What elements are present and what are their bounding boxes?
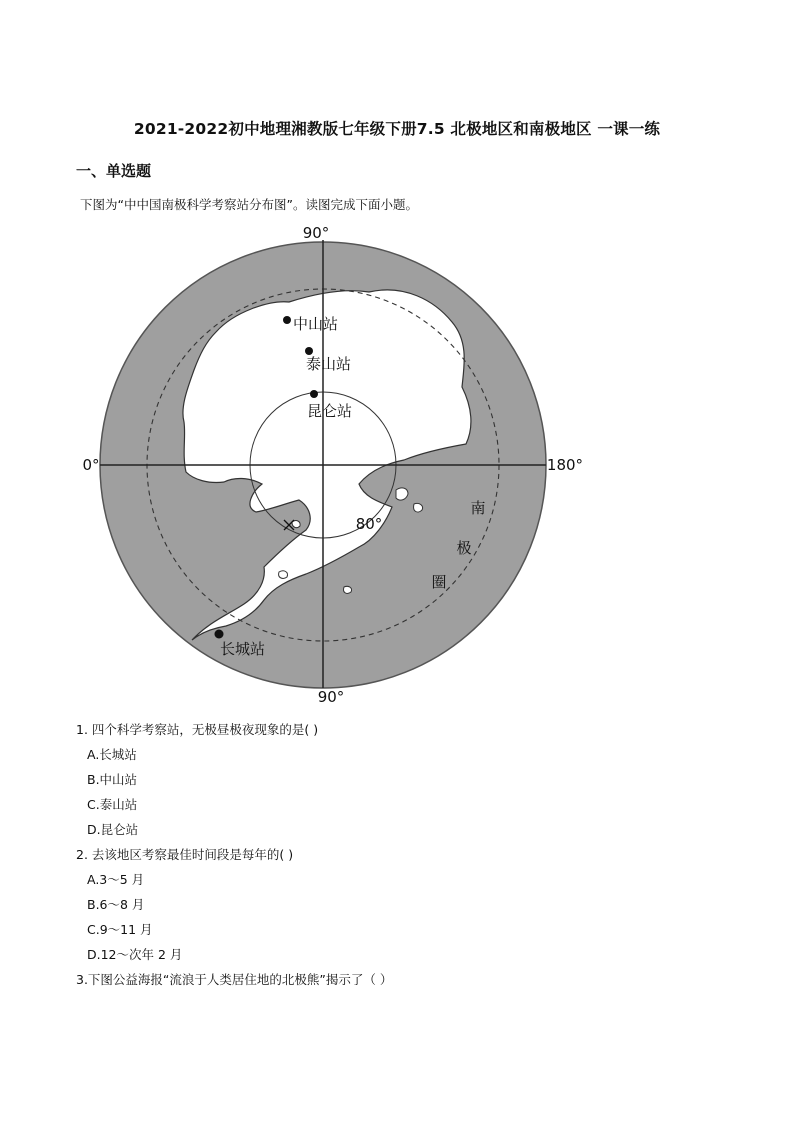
label-0: 0° <box>82 456 100 474</box>
circle-label-2: 极 <box>456 539 472 557</box>
question-1-option-d[interactable]: D.昆仑站 <box>87 822 139 837</box>
changcheng-station-dot <box>215 630 224 639</box>
kunlun-station-label: 昆仑站 <box>307 402 353 420</box>
question-3-stem: 3.下图公益海报“流浪于人类居住地的北极熊”揭示了（ ） <box>76 972 393 987</box>
island <box>344 586 352 593</box>
taishan-station-label: 泰山站 <box>306 355 352 373</box>
island <box>414 503 423 512</box>
label-90-top: 90° <box>302 224 330 242</box>
changcheng-station-label: 长城站 <box>220 640 266 658</box>
question-2-option-b[interactable]: B.6～8 月 <box>87 897 145 912</box>
question-1-option-c[interactable]: C.泰山站 <box>87 797 138 812</box>
label-180: 180° <box>546 456 584 474</box>
question-1-option-a[interactable]: A.长城站 <box>87 747 137 762</box>
taishan-station-dot <box>305 347 313 355</box>
circle-label-3: 圈 <box>431 573 447 591</box>
antarctic-stations-map <box>74 222 594 708</box>
question-2-option-c[interactable]: C.9～11 月 <box>87 922 153 937</box>
circle-label-1: 南 <box>470 499 486 517</box>
question-2-option-d[interactable]: D.12～次年 2 月 <box>87 947 183 962</box>
question-1-stem: 1. 四个科学考察站，无极昼极夜现象的是( ) <box>76 722 319 737</box>
island <box>279 571 288 579</box>
kunlun-station-dot <box>310 390 318 398</box>
label-90-bottom: 90° <box>317 688 345 706</box>
question-intro: 下图为“中中国南极科学考察站分布图”。读图完成下面小题。 <box>80 197 418 212</box>
question-1-option-b[interactable]: B.中山站 <box>87 772 138 787</box>
page-title: 2021-2022初中地理湘教版七年级下册7.5 北极地区和南极地区 一课一练 <box>133 120 661 138</box>
question-2-stem: 2. 去该地区考察最佳时间段是每年的( ) <box>76 847 294 862</box>
zhongshan-station-label: 中山站 <box>293 315 339 333</box>
section-heading: 一、单选题 <box>76 162 152 180</box>
question-2-option-a[interactable]: A.3～5 月 <box>87 872 145 887</box>
zhongshan-station-dot <box>283 316 291 324</box>
label-80: 80° <box>355 515 383 533</box>
